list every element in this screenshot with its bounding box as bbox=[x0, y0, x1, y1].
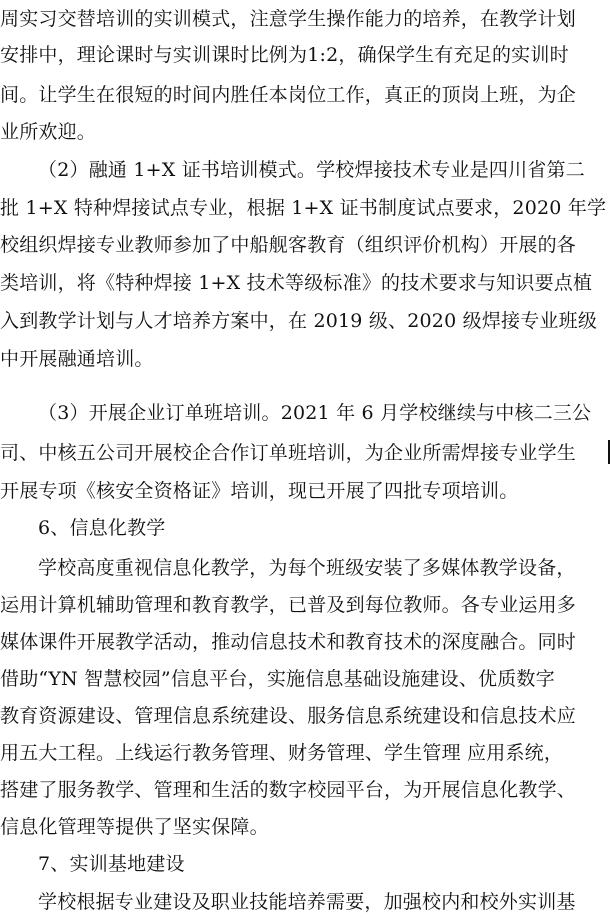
text-line: 周实习交替培训的实训模式，注意学生操作能力的培养，在教学计划 bbox=[0, 8, 577, 30]
section-heading: 6、信息化教学 bbox=[38, 517, 166, 539]
text-line: 批 1+X 特种焊接试点专业，根据 1+X 证书制度试点要求，2020 年学 bbox=[0, 197, 607, 219]
text-line: 司、中核五公司开展校企合作订单班培训，为企业所需焊接专业学生 bbox=[0, 442, 577, 464]
text-line: 运用计算机辅助管理和教育教学，已普及到每位教师。各专业运用多 bbox=[0, 594, 577, 616]
text-line: 媒体课件开展教学活动，推动信息技术和教育技术的深度融合。同时 bbox=[0, 631, 577, 653]
text-line: （3）开展企业订单班培训。2021 年 6 月学校继续与中核二三公 bbox=[38, 402, 592, 424]
text-line: 用五大工程。上线运行教务管理、财务管理、学生管理 应用系统， bbox=[0, 742, 564, 764]
text-line: 间。让学生在很短的时间内胜任本岗位工作，真正的顶岗上班，为企 bbox=[0, 84, 577, 106]
text-line: 入到教学计划与人才培养方案中，在 2019 级、2020 级焊接专业班级 bbox=[0, 310, 598, 332]
text-line: 教育资源建设、管理信息系统建设、服务信息系统建设和信息技术应 bbox=[0, 705, 577, 727]
text-line: （2）融通 1+X 证书培训模式。学校焊接技术专业是四川省第二 bbox=[38, 159, 585, 181]
text-line: 校组织焊接专业教师参加了中船舰客教育（组织评价机构）开展的各 bbox=[0, 234, 577, 256]
text-line: 学校高度重视信息化教学，为每个班级安装了多媒体教学设备， bbox=[38, 557, 576, 579]
text-line: 学校根据专业建设及职业技能培养需要，加强校内和校外实训基 bbox=[38, 891, 576, 913]
text-line: 安排中，理论课时与实训课时比例为1:2，确保学生有充足的实训时 bbox=[0, 44, 569, 66]
text-line: 信息化管理等提供了坚实保障。 bbox=[0, 816, 269, 838]
text-cursor bbox=[608, 440, 610, 464]
text-line: 搭建了服务教学、管理和生活的数字校园平台，为开展信息化教学、 bbox=[0, 779, 577, 801]
text-line: 开展专项《核安全资格证》培训，现已开展了四批专项培训。 bbox=[0, 480, 519, 502]
text-line: 中开展融通培训。 bbox=[0, 348, 154, 370]
text-line: 类培训，将《特种焊接 1+X 技术等级标准》的技术要求与知识要点植 bbox=[0, 272, 593, 294]
text-line: 业所欢迎。 bbox=[0, 121, 97, 143]
section-heading: 7、实训基地建设 bbox=[38, 853, 185, 875]
text-line: 借助“YN 智慧校园”信息平台，实施信息基础设施建设、优质数字 bbox=[0, 668, 555, 690]
